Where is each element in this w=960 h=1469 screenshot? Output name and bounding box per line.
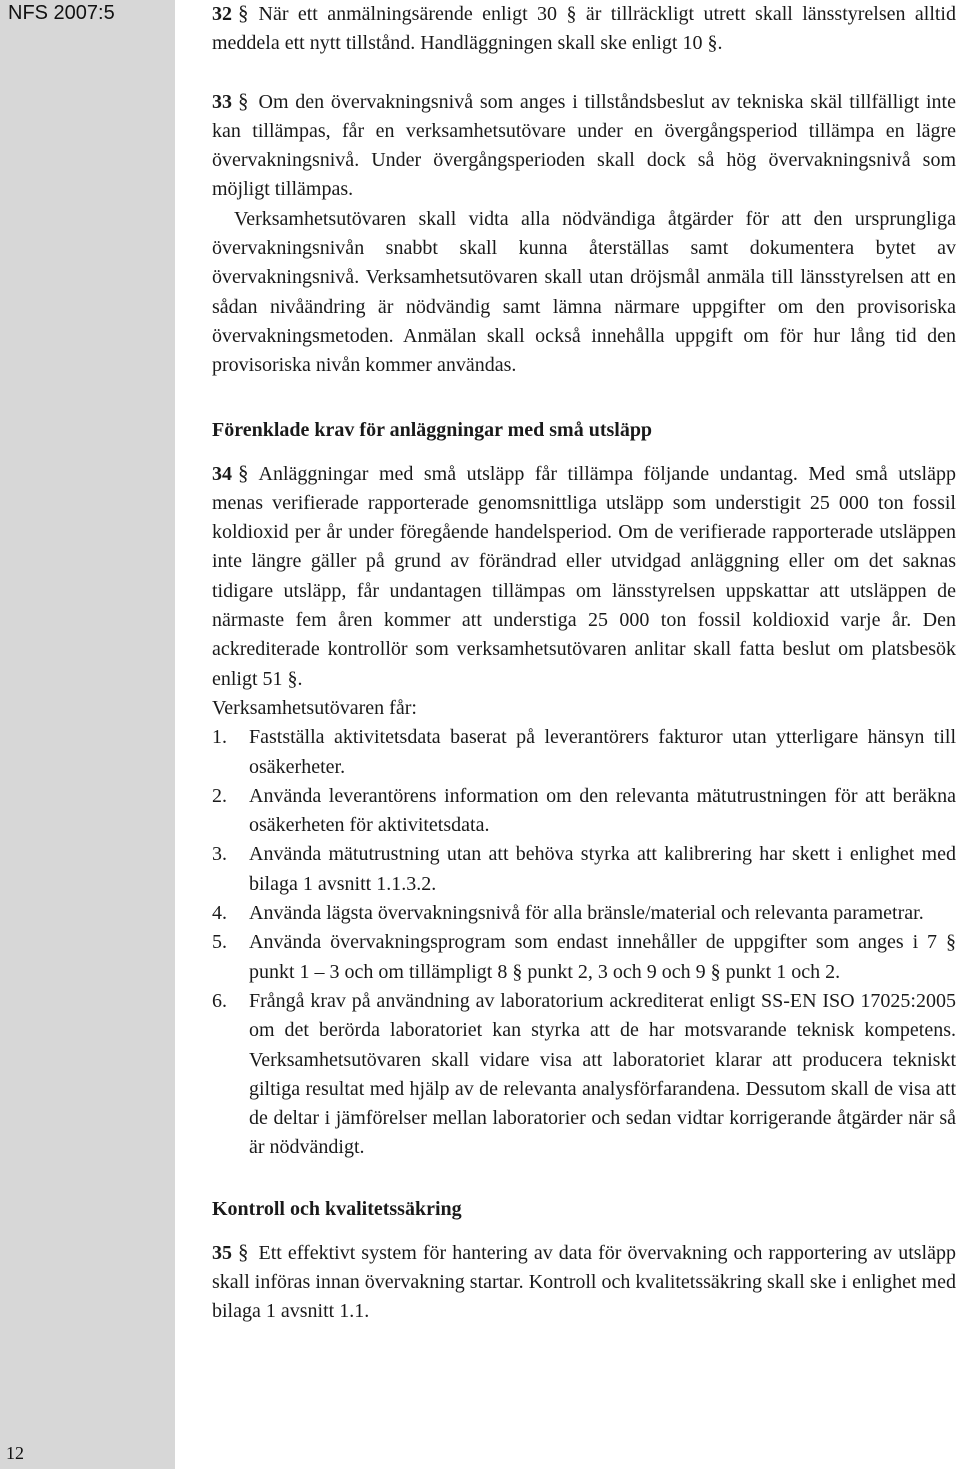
list-intro: Verksamhetsutövaren får: [212,696,417,719]
document-body [212,0,956,1327]
section-number: 35 [212,1241,232,1264]
section-34 [212,459,956,1163]
list-item: 3. Använda mätutrustning utan att behöva styrka att kalibrering har skett i enlighet med bilaga 1 avsnitt 1.1.3.2. [212,843,956,895]
list-item: 5. Använda övervakningsprogram som endast innehåller de uppgifter som anges i 7 § punkt 1 – 3 och om tillämpligt 8 § punkt 2, 3 och 9 och 9 § punkt 1 och 2. [212,931,956,983]
section-text: Om den övervakningsnivå som anges i tillståndsbeslut av tekniska skäl tillfälligt inte kan tillämpas, får en verksamhetsutövare under en övergångsperiod tillämpa en lägre övervakningsnivå. Under övergångsperioden skall dock så hög övervakningsnivå som möjligt tillämpas. [212,90,956,201]
document-id: NFS 2007:5 [8,2,115,24]
paragraph-symbol: § [238,1239,249,1264]
section-number: 32 [212,3,232,25]
section-heading: Kontroll och kvalitetssäkring [212,1197,462,1220]
section-text: Ett effektivt system för hantering av data för övervakning och rapportering av utsläpp skall införas innan övervakning startar. Kontroll och kvalitetssäkring skall ske i enlighet med bilaga 1 avsnitt 1.1. [212,1241,956,1323]
list-item: 1. Fastställa aktivitetsdata baserat på leverantörers fakturor utan ytterligare hänsyn till osäkerheter. [212,726,956,778]
section-33 [212,87,956,381]
section-paragraph: Verksamhetsutövaren skall vidta alla nödvändiga åtgärder för att den ursprungliga övervakningsnivån snabbt skall kunna återställas samt dokumentera bytet av övervakningsnivå. Verksamhetsutövaren skall utan dröjsmål anmäla till länsstyrelsen att en sådan nivåändring är nödvändig samt lämna närmare uppgifter om den provisoriska övervakningsmetoden. Anmälan skall också innehålla uppgift om för hur lång tid den provisoriska nivån kommer användas. [212,207,956,377]
list-item: 4. Använda lägsta övervakningsnivå för alla bränsle/material och relevanta parametrar. [212,902,924,925]
paragraph-symbol: § [238,88,249,113]
section-heading: Förenklade krav för anläggningar med små utsläpp [212,418,653,441]
paragraph-symbol: § [238,460,249,485]
section-text: Anläggningar med små utsläpp får tillämpa följande undantag. Med små utsläpp menas verifierade rapporterade genomsnittliga utsläpp som understigit 25 000 ton fossil koldioxid per år under föregående handelsperiod. Om de verifierade rapporterade utsläppen inte längre gäller på grund av förändrad eller utvidgad anläggning eller om det saknas tidigare utsläpp, får undantagen tillämpas om länsstyrelsen uppskattar att utsläppen de närmaste fem åren kommer att understiga 25 000 ton fossil koldioxid varje år. Den ackrediterade kontrollör som verksamhetsutövaren anlitar skall fatta beslut om platsbesök enligt 51 §. [212,462,956,690]
margin-sidebar [0,0,175,1469]
list-item: 2. Använda leverantörens information om den relevanta mätutrustningen för att beräkna osäkerheten för aktivitetsdata. [212,784,956,837]
section-35 [212,1238,956,1327]
section-number: 33 [212,90,232,113]
list-item: 6. Frångå krav på användning av laboratorium ackrediterat enligt SS-EN ISO 17025:2005 om det berörda laboratoriet kan styrka att de har motsvarande teknisk kompetens. Verksamhetsutövaren skall vidare visa att laboratoriet klarar att producera tekniskt giltiga resultat med hjälp av de relevanta analysförfarandena. Dessutom skall de visa att de deltar i jämförelser mellan laboratorier och sedan vidtar korrigerande åtgärder när så är nödvändigt. [212,989,956,1159]
section-32 [212,0,956,59]
page-number: 12 [6,1443,24,1463]
section-number: 34 [212,462,232,485]
exemption-list [212,723,956,1162]
section-text: När ett anmälningsärende enligt 30 § är tillräckligt utrett skall länsstyrelsen alltid meddela ett nytt tillstånd. Handläggningen skall ske enligt 10 §. [212,3,956,55]
paragraph-symbol: § [238,1,249,25]
